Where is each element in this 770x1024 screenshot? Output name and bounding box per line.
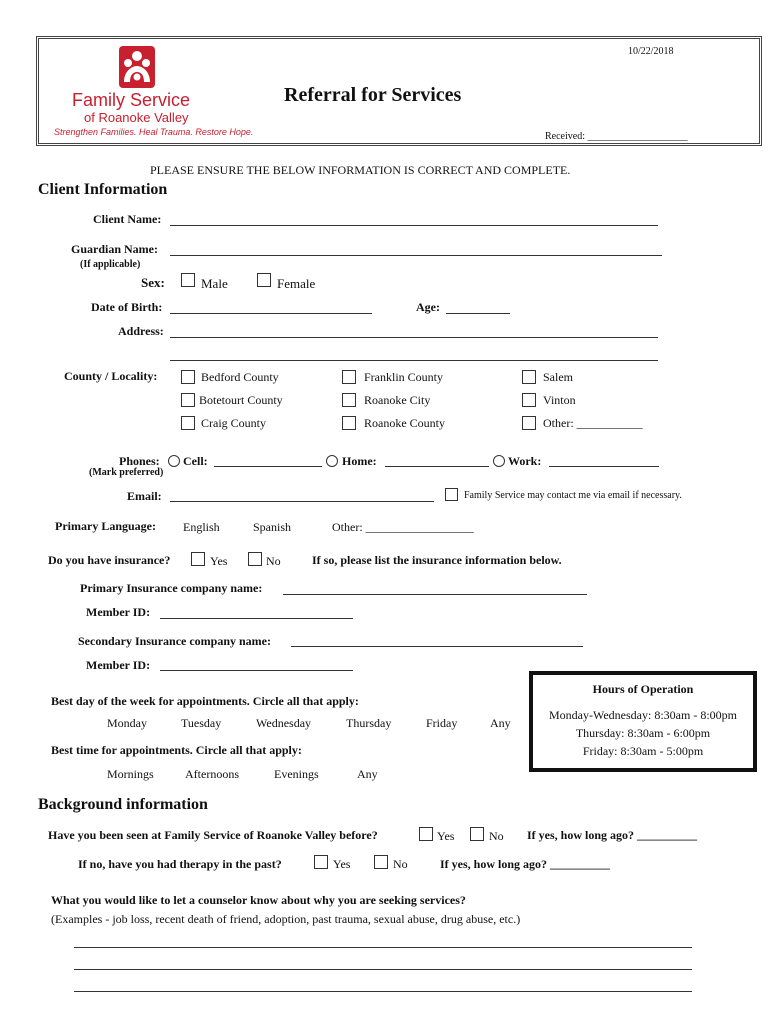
received-field: Received: ____________________ — [545, 131, 688, 142]
phones-label: Phones: — [119, 454, 160, 468]
client-name-label: Client Name: — [93, 212, 162, 226]
logo-subname: of Roanoke Valley — [84, 110, 189, 125]
primary-member-id-input[interactable] — [160, 618, 353, 619]
notice-text: PLEASE ENSURE THE BELOW INFORMATION IS CORRECT AND COMPLETE. — [150, 163, 571, 177]
seen-yes-checkbox[interactable] — [419, 827, 433, 841]
logo-tagline: Strengthen Families. Heal Trauma. Restore Hope. — [54, 127, 254, 137]
county-label: County / Locality: — [64, 369, 158, 383]
insurance-instruction: If so, please list the insurance information below. — [312, 553, 562, 567]
phone-cell-label: Cell: — [183, 454, 208, 468]
county-franklin-checkbox[interactable] — [342, 370, 356, 384]
time-afternoons[interactable]: Afternoons — [185, 767, 239, 781]
section-heading-background: Background information — [38, 796, 208, 813]
sex-male-label: Male — [201, 276, 228, 291]
guardian-name-input[interactable] — [170, 255, 662, 256]
page-title: Referral for Services — [284, 84, 462, 106]
county-roanoke-city-label: Roanoke City — [364, 393, 431, 407]
therapy-no-label: No — [393, 857, 408, 871]
address-label: Address: — [118, 324, 164, 338]
phone-home-input[interactable] — [385, 466, 489, 467]
address-line2-input[interactable] — [170, 360, 658, 361]
phone-cell-input[interactable] — [214, 466, 322, 467]
phone-cell-radio[interactable] — [168, 455, 180, 467]
secondary-member-id-input[interactable] — [160, 670, 353, 671]
time-mornings[interactable]: Mornings — [107, 767, 154, 781]
primary-member-id-label: Member ID: — [86, 605, 151, 619]
sex-female-checkbox[interactable] — [257, 273, 271, 287]
insurance-yes-label: Yes — [210, 554, 228, 568]
logo-icon — [119, 46, 155, 93]
county-other-checkbox[interactable] — [522, 416, 536, 430]
sex-label: Sex: — [141, 275, 165, 290]
counselor-question: What you would like to let a counselor know about why you are seeking services? — [51, 893, 466, 907]
county-other-label: Other: ___________ — [543, 416, 643, 430]
day-monday[interactable]: Monday — [107, 716, 147, 730]
county-roanoke-city-checkbox[interactable] — [342, 393, 356, 407]
counselor-notes-line[interactable] — [74, 947, 692, 948]
language-label: Primary Language: — [55, 519, 156, 533]
hours-line: Friday: 8:30am - 5:00pm — [582, 744, 704, 758]
sex-female-label: Female — [277, 276, 316, 291]
language-spanish[interactable]: Spanish — [253, 520, 292, 534]
insurance-question: Do you have insurance? — [48, 553, 171, 567]
secondary-insurance-input[interactable] — [291, 646, 583, 647]
email-label: Email: — [127, 489, 162, 503]
section-heading-client: Client Information — [38, 181, 168, 198]
age-input[interactable] — [446, 313, 510, 314]
phone-work-label: Work: — [508, 454, 542, 468]
county-craig-label: Craig County — [201, 416, 266, 430]
county-craig-checkbox[interactable] — [181, 416, 195, 430]
therapy-followup: If yes, how long ago? __________ — [440, 857, 611, 871]
seen-followup: If yes, how long ago? __________ — [527, 828, 698, 842]
email-consent-checkbox[interactable] — [445, 488, 458, 501]
county-roanoke-county-checkbox[interactable] — [342, 416, 356, 430]
secondary-member-id-label: Member ID: — [86, 658, 151, 672]
insurance-no-label: No — [266, 554, 281, 568]
phone-work-radio[interactable] — [493, 455, 505, 467]
hours-line: Thursday: 8:30am - 6:00pm — [575, 726, 711, 740]
language-other[interactable]: Other: __________________ — [332, 520, 474, 534]
day-thursday[interactable]: Thursday — [346, 716, 392, 730]
dob-input[interactable] — [170, 313, 372, 314]
county-vinton-checkbox[interactable] — [522, 393, 536, 407]
age-label: Age: — [416, 300, 440, 314]
sex-male-checkbox[interactable] — [181, 273, 195, 287]
county-salem-checkbox[interactable] — [522, 370, 536, 384]
hours-title: Hours of Operation — [592, 682, 694, 696]
guardian-name-label: Guardian Name: — [71, 242, 158, 256]
counselor-notes-line[interactable] — [74, 991, 692, 992]
therapy-yes-label: Yes — [333, 857, 351, 871]
primary-insurance-label: Primary Insurance company name: — [80, 581, 263, 595]
phone-home-radio[interactable] — [326, 455, 338, 467]
seen-yes-label: Yes — [437, 829, 455, 843]
county-botetourt-label: Botetourt County — [199, 393, 283, 407]
county-roanoke-county-label: Roanoke County — [364, 416, 445, 430]
best-day-label: Best day of the week for appointments. Circle all that apply: — [51, 694, 359, 708]
county-bedford-label: Bedford County — [201, 370, 279, 384]
county-vinton-label: Vinton — [543, 393, 576, 407]
therapy-no-checkbox[interactable] — [374, 855, 388, 869]
day-wednesday[interactable]: Wednesday — [256, 716, 312, 730]
secondary-insurance-label: Secondary Insurance company name: — [78, 634, 272, 648]
phone-work-input[interactable] — [549, 466, 659, 467]
email-consent-label: Family Service may contact me via email if necessary. — [464, 490, 682, 501]
insurance-yes-checkbox[interactable] — [191, 552, 205, 566]
day-friday[interactable]: Friday — [426, 716, 458, 730]
time-any[interactable]: Any — [357, 767, 378, 781]
county-salem-label: Salem — [543, 370, 573, 384]
phones-note: (Mark preferred) — [89, 467, 164, 478]
form-date: 10/22/2018 — [628, 46, 674, 57]
best-time-label: Best time for appointments. Circle all that apply: — [51, 743, 302, 757]
seen-before-question: Have you been seen at Family Service of Roanoke Valley before? — [48, 828, 378, 842]
primary-insurance-input[interactable] — [283, 594, 587, 595]
phone-home-label: Home: — [342, 454, 377, 468]
guardian-note: (If applicable) — [80, 259, 141, 270]
county-botetourt-checkbox[interactable] — [181, 393, 195, 407]
client-name-input[interactable] — [170, 225, 658, 226]
hours-line: Monday-Wednesday: 8:30am - 8:00pm — [549, 708, 737, 722]
seen-no-checkbox[interactable] — [470, 827, 484, 841]
counselor-examples: (Examples - job loss, recent death of friend, adoption, past trauma, sexual abuse, drug abuse, etc.) — [51, 912, 521, 926]
time-evenings[interactable]: Evenings — [274, 767, 319, 781]
therapy-question: If no, have you had therapy in the past? — [78, 857, 282, 871]
county-franklin-label: Franklin County — [364, 370, 444, 384]
logo-name: Family Service — [72, 90, 191, 110]
day-tuesday[interactable]: Tuesday — [181, 716, 222, 730]
email-input[interactable] — [170, 501, 434, 502]
address-line1-input[interactable] — [170, 337, 658, 338]
day-any[interactable]: Any — [490, 716, 511, 730]
therapy-yes-checkbox[interactable] — [314, 855, 328, 869]
language-english[interactable]: English — [183, 520, 220, 534]
seen-no-label: No — [489, 829, 504, 843]
county-bedford-checkbox[interactable] — [181, 370, 195, 384]
counselor-notes-line[interactable] — [74, 969, 692, 970]
insurance-no-checkbox[interactable] — [248, 552, 262, 566]
dob-label: Date of Birth: — [91, 300, 163, 314]
